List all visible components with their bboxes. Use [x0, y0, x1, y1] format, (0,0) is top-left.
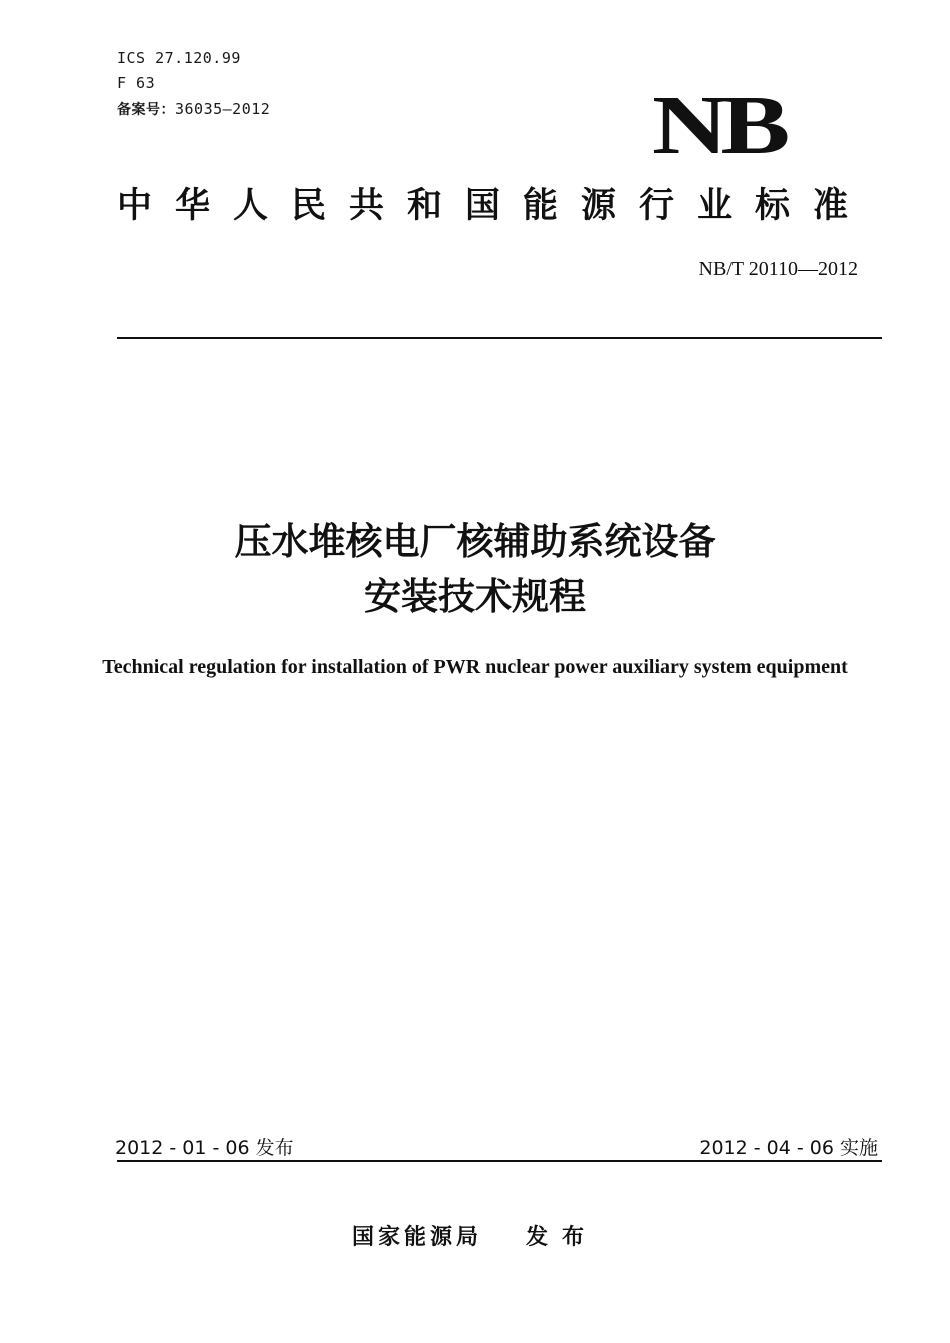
- filing-number: [117, 99, 270, 119]
- chinese-title-line-2: 安装技术规程: [364, 575, 586, 618]
- top-divider: [117, 337, 882, 339]
- nb-logo: NB: [652, 79, 783, 172]
- filing-number-value: 36035—2012: [175, 100, 271, 118]
- clc-code: F 63: [117, 74, 156, 92]
- standard-category: 中华人民共和国能源行业标准: [117, 186, 872, 226]
- ics-code: ICS 27.120.99: [117, 49, 241, 67]
- chinese-title: [0, 514, 950, 624]
- issue-date: 2012 - 01 - 06 发布: [115, 1137, 294, 1159]
- english-title: Technical regulation for installation of PWR nuclear power auxiliary system equipment: [102, 656, 848, 678]
- bottom-divider: [117, 1160, 882, 1162]
- issuer-action: 发布: [526, 1225, 599, 1250]
- implementation-date: 2012 - 04 - 06 实施: [699, 1137, 878, 1159]
- standard-number: NB/T 20110—2012: [698, 258, 858, 280]
- issuer-name: 国家能源局: [351, 1225, 482, 1250]
- issuer: [0, 1220, 950, 1251]
- filing-label: 备案号：: [117, 102, 175, 118]
- chinese-title-line-1: 压水堆核电厂核辅助系统设备: [234, 520, 716, 563]
